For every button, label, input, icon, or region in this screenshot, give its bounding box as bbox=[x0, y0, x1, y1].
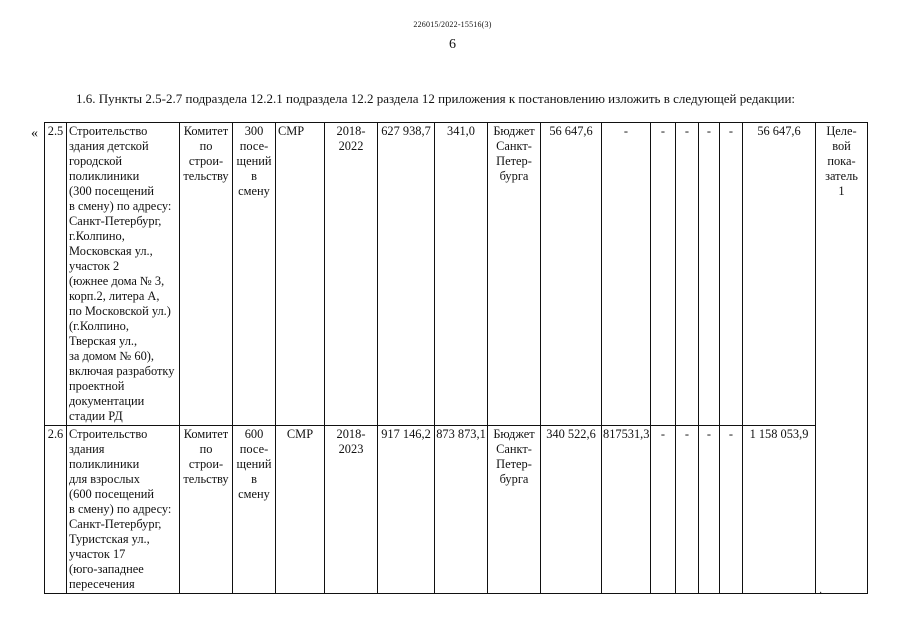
year-5-amount: - bbox=[699, 123, 720, 426]
program-table bbox=[44, 122, 868, 594]
year-2-amount: - bbox=[602, 123, 651, 426]
total-cost: 917 146,2 bbox=[378, 426, 435, 594]
year-1-amount: 56 647,6 bbox=[541, 123, 602, 426]
prior-financing: 341,0 bbox=[435, 123, 488, 426]
year-4-amount: - bbox=[676, 123, 699, 426]
item-number: 2.5 bbox=[45, 123, 67, 426]
opening-quote-mark: « bbox=[31, 126, 38, 141]
year-4-amount: - bbox=[676, 426, 699, 594]
page-number: 6 bbox=[449, 37, 456, 52]
year-2-amount: 817531,3 bbox=[602, 426, 651, 594]
total-cost: 627 938,7 bbox=[378, 123, 435, 426]
note: Целе- вой пока- затель 1 bbox=[816, 123, 868, 594]
object-name: Строительство здания поликлиники для взрослых (600 посещений в смену) по адресу: Санкт-Петербург, Туристская ул., участок 17 (юго-западнее пересечения bbox=[67, 426, 180, 594]
funding-source: Бюджет Санкт- Петер- бурга bbox=[488, 123, 541, 426]
capacity: 300 посе- щений в смену bbox=[233, 123, 276, 426]
prior-financing: 873 873,1 bbox=[435, 426, 488, 594]
table-row bbox=[45, 426, 868, 594]
year-3-amount: - bbox=[651, 123, 676, 426]
intro-text: 1.6. Пункты 2.5-2.7 подраздела 12.2.1 подраздела 12.2 раздела 12 приложения к постановлению изложить в следующей редакции: bbox=[76, 91, 796, 106]
document-number: 226015/2022-15516(3) bbox=[413, 20, 492, 29]
item-number: 2.6 bbox=[45, 426, 67, 594]
total-sum: 1 158 053,9 bbox=[743, 426, 816, 594]
year-6-amount: - bbox=[720, 426, 743, 594]
year-3-amount: - bbox=[651, 426, 676, 594]
period: 2018- 2022 bbox=[325, 123, 378, 426]
funding-source: Бюджет Санкт- Петер- бурга bbox=[488, 426, 541, 594]
work-stage: СМР bbox=[276, 426, 325, 594]
year-6-amount: - bbox=[720, 123, 743, 426]
customer: Комитет по строи- тельству bbox=[180, 123, 233, 426]
customer: Комитет по строи- тельству bbox=[180, 426, 233, 594]
year-5-amount: - bbox=[699, 426, 720, 594]
table-row bbox=[45, 123, 868, 426]
period: 2018- 2023 bbox=[325, 426, 378, 594]
work-stage: СМР bbox=[276, 123, 325, 426]
year-1-amount: 340 522,6 bbox=[541, 426, 602, 594]
capacity: 600 посе- щений в смену bbox=[233, 426, 276, 594]
total-sum: 56 647,6 bbox=[743, 123, 816, 426]
footer-mark: · bbox=[819, 588, 823, 599]
object-name: Строительство здания детской городской поликлиники (300 посещений в смену) по адресу: Санкт-Петербург, г.Колпино, Московская ул., участок 2 (южнее дома № 3, корп.2, литера А, по Московской ул.) (г.Колпино, Тверская ул., за домом № 60), включая разработку проектной документации стадии РД bbox=[67, 123, 180, 426]
